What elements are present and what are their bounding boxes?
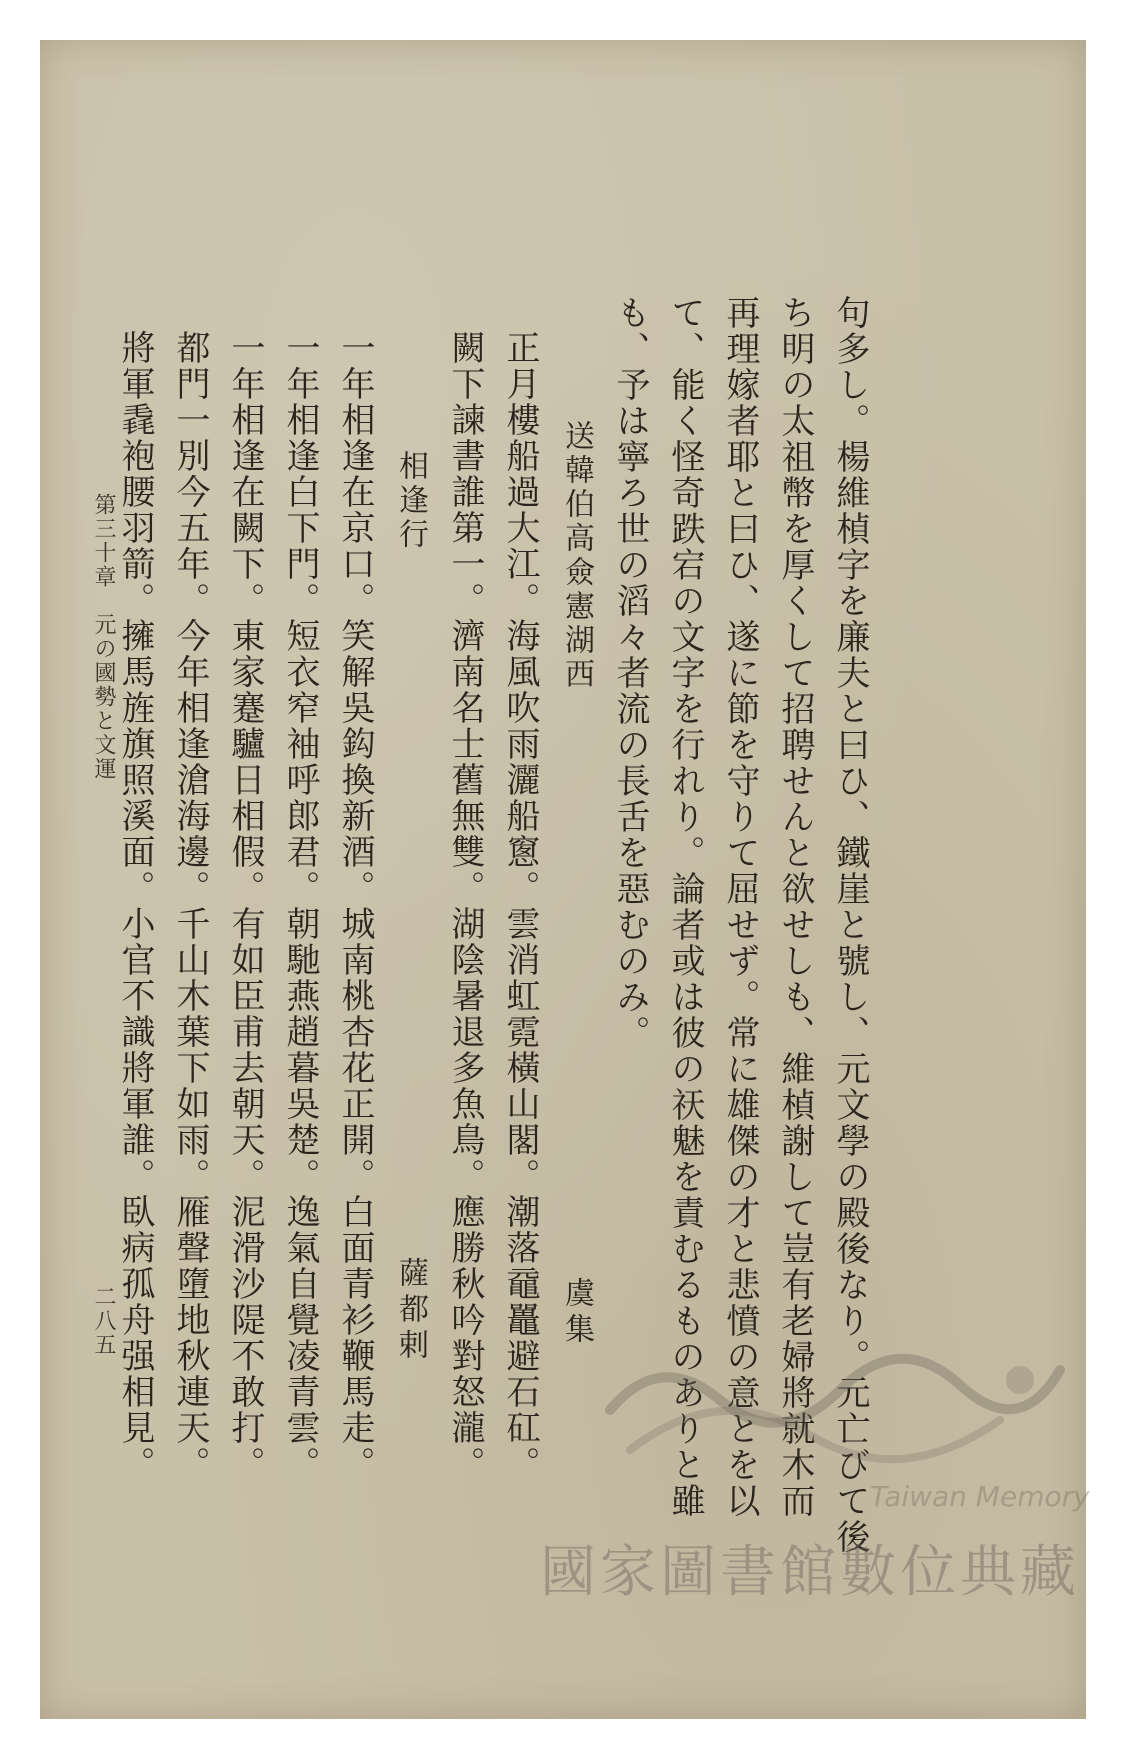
text-column-2: ち明の太祖幣を厚くして招聘せんと欲せしも、維楨謝して豈有老婦將就木而 bbox=[775, 295, 815, 1519]
poem-line-2: 闕下諫書誰第一。濟南名士舊無雙。湖陰暑退多魚鳥。應勝秋吟對怒瀧。 bbox=[445, 330, 485, 1482]
poem-line-1: 正月樓船過大江。海風吹雨灑船窻。雲消虹霓橫山閣。潮落黿鼉避石矼。 bbox=[500, 330, 540, 1482]
text-column-3: 再理嫁者耶と曰ひ、遂に節を守りて屈せず。常に雄傑の才と悲憤の意とを以 bbox=[720, 295, 760, 1519]
text-column-5: も、予は寧ろ世の滔々者流の長舌を惡むのみ。 bbox=[610, 295, 650, 1051]
book-page bbox=[40, 40, 1090, 1719]
poem-line-4: 一年相逢白下門。短衣窄袖呼郎君。朝馳燕趙暮吳楚。逸氣自覺凌青雲。 bbox=[280, 330, 320, 1482]
poem-author-2: 薩都剌 bbox=[393, 1257, 428, 1365]
poem-author-1: 虞集 bbox=[559, 1277, 594, 1349]
poem-line-7: 將軍毳袍腰羽箭。擁馬旌旗照溪面。小官不識將軍誰。臥病孤舟强相見。 bbox=[115, 330, 155, 1482]
poem-title-2: 相逢行 bbox=[393, 450, 428, 552]
poem-line-5: 一年相逢在闕下。東家蹇驢日相假。有如臣甫去朝天。泥滑沙隄不敢打。 bbox=[225, 330, 265, 1482]
poem-title-1: 送韓伯高僉憲湖西 bbox=[559, 420, 594, 692]
watermark-text: 國家圖書館數位典藏 bbox=[540, 1540, 1080, 1605]
taiwan-memory-logo bbox=[600, 1340, 1070, 1470]
text-column-4: て、能く怪奇跌宕の文字を行れり。論者或は彼の祆魅を責むるものありと雖 bbox=[665, 295, 705, 1519]
poem-line-6: 都門一別今五年。今年相逢滄海邊。千山木葉下如雨。雁聲墮地秋連天。 bbox=[170, 330, 210, 1482]
text-column-1: 句多し。楊維楨字を廉夫と曰ひ、鐵崖と號し、元文學の殿後なり。元亡びて後 bbox=[830, 295, 870, 1555]
watermark-english: Taiwan Memory bbox=[870, 1480, 1090, 1513]
chapter-footer: 第三十章 元の國勢と文運 bbox=[91, 493, 116, 781]
poem-line-3: 一年相逢在京口。笑解吳鈎換新酒。城南桃杏花正開。白面青衫鞭馬走。 bbox=[335, 330, 375, 1482]
page-number: 二八五 bbox=[91, 1285, 116, 1357]
